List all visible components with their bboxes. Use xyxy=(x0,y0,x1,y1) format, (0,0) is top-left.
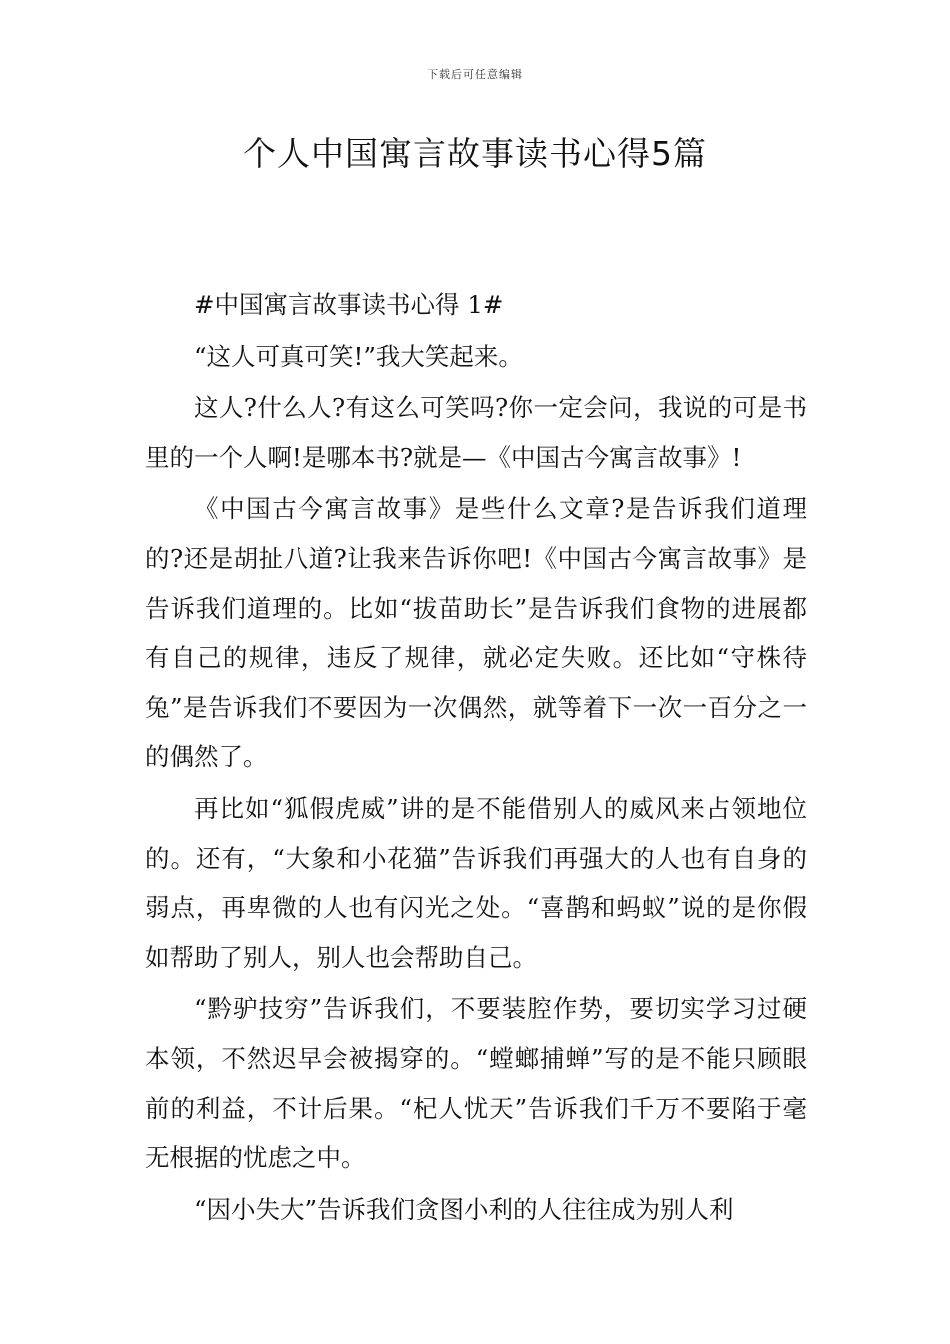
document-title: 个人中国寓言故事读书心得5篇 xyxy=(243,134,707,173)
header-note: 下载后可任意编辑 xyxy=(427,68,523,81)
document-body xyxy=(145,280,807,1236)
paragraph: “这人可真可笑!”我大笑起来。 xyxy=(194,341,523,371)
paragraph: “因小失大”告诉我们贪图小利的人往往成为别人利 xyxy=(194,1194,734,1224)
section-heading: #中国寓言故事读书心得 1# xyxy=(194,290,504,319)
paragraph: “黔驴技穷”告诉我们，不要装腔作势，要切实学习过硬本领，不然迟早会被揭穿的。“螳螂捕蝉”写的是不能只顾眼前的利益，不计后果。“杞人忧天”告诉我们千万不要陷于毫无根据的忧虑之中。 xyxy=(145,994,807,1173)
paragraph: 这人?什么人?有这么可笑吗?你一定会问，我说的可是书里的一个人啊!是哪本书?就是—《中国古今寓言故事》! xyxy=(145,393,807,472)
paragraph: 再比如“狐假虎威”讲的是不能借别人的威风来占领地位的。还有，“大象和小花猫”告诉我们再强大的人也有自身的弱点，再卑微的人也有闪光之处。“喜鹊和蚂蚁”说的是你假如帮助了别人，别人也会帮助自己。 xyxy=(145,793,807,972)
paragraph: 《中国古今寓言故事》是些什么文章?是告诉我们道理的?还是胡扯八道?让我来告诉你吧!《中国古今寓言故事》是告诉我们道理的。比如“拔苗助长”是告诉我们食物的进展都有自己的规律，违反了规律，就必定失败。还比如“守株待兔”是告诉我们不要因为一次偶然，就等着下一次一百分之一的偶然了。 xyxy=(145,494,807,772)
